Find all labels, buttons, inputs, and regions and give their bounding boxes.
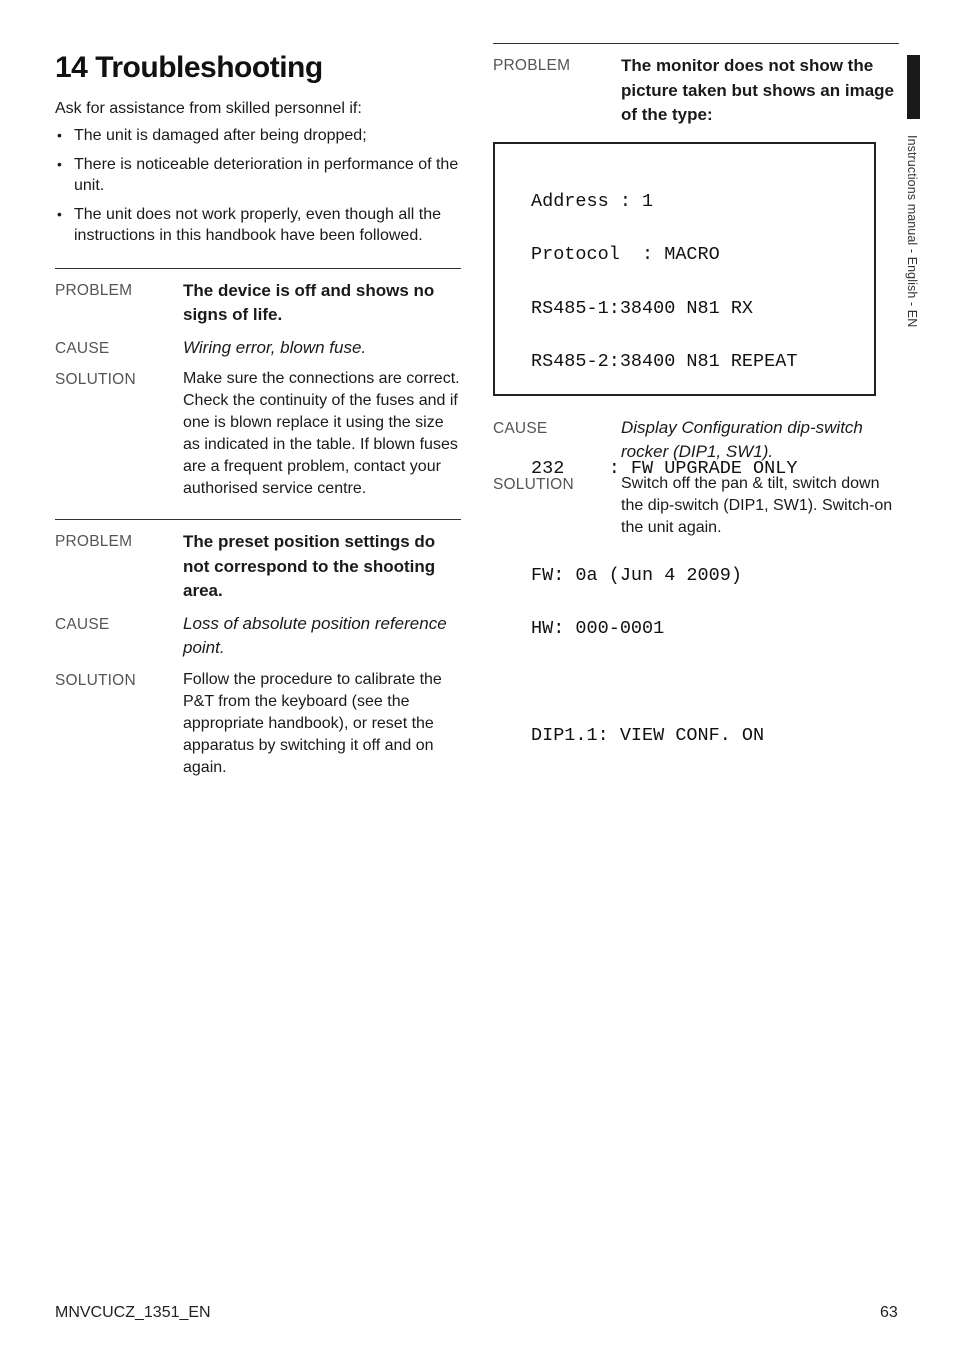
screen-line: 232 : FW UPGRADE ONLY [531,458,798,480]
problem-row [55,279,461,328]
problem-text: The monitor does not show the picture taken but shows an image of the type: [621,56,895,124]
section-tab-marker [907,55,920,119]
screen-line: FW: 0a (Jun 4 2009) [531,564,742,586]
problem-row [55,530,461,604]
problem-label: PROBLEM [55,533,133,550]
screen-line: Protocol : MACRO [531,244,720,266]
intro-text: Ask for assistance from skilled personnel if: [55,100,362,117]
solution-label: SOLUTION [493,475,574,493]
problem-text: The device is off and shows no signs of life. [183,280,435,324]
cause-label: CAUSE [55,615,110,633]
cause-row [55,612,461,661]
solution-row [55,368,461,500]
screen-line: DIP1.1: VIEW CONF. ON [531,725,765,746]
cause-label: CAUSE [55,339,110,357]
page-title: 14 Troubleshooting [55,51,323,84]
problem-text: The preset position settings do not correspond to the shooting area. [183,532,436,600]
solution-row [55,669,461,779]
left-column [55,50,461,787]
problem-label: PROBLEM [55,281,133,299]
solution-text: Switch off the pan & tilt, switch down the dip-switch (DIP1, SW1). Switch-on the unit again. [621,474,893,536]
cause-text: Loss of absolute position reference point. [183,613,447,657]
solution-label: SOLUTION [55,371,136,388]
bullet-item: • The unit is damaged after being dropped; [55,125,461,147]
problem-row [493,54,899,128]
solution-text: Make sure the connections are correct. Check the continuity of the fuses and if one is blown replace it using the size as indicated in the table. If blown fuses are a frequent problem, contact your authorised service centre. [183,370,460,497]
bullet-item: • There is noticeable deterioration in performance of the unit. [55,154,461,197]
cause-row [55,336,461,361]
solution-label: SOLUTION [55,671,136,689]
right-column [493,43,899,746]
footer-doc-code: MNVCUCZ_1351_EN [55,1304,211,1321]
screen-line: HW: 000-0001 [531,618,665,640]
cause-row [493,416,899,465]
screen-line: RS485-1:38400 N81 RX [531,297,754,319]
bullet-item: • The unit does not work properly, even though all the instructions in this handbook have been followed. [55,204,461,247]
sidebar-manual-label: Instructions manual - English - EN [905,135,919,328]
cause-label: CAUSE [493,419,548,437]
solution-row [493,473,899,539]
troubleshooting-block-preset [55,519,461,779]
troubleshooting-block-monitor [493,43,899,128]
screen-line: Address : 1 [531,191,654,213]
cause-text: Display Configuration dip-switch rocker (DIP1, SW1). [621,417,863,461]
solution-text: Follow the procedure to calibrate the P&T from the keyboard (see the appropriate handbook), or reset the apparatus by switching it off and on again. [183,670,442,776]
bullet-list [55,125,461,247]
screen-line [531,674,874,692]
troubleshooting-block-power [55,268,461,501]
monitor-cause-solution [493,416,899,539]
problem-label: PROBLEM [493,57,571,74]
cause-text: Wiring error, blown fuse. [183,337,367,357]
footer-page-number: 63 [880,1304,898,1321]
screen-line: RS485-2:38400 N81 REPEAT [531,351,798,373]
